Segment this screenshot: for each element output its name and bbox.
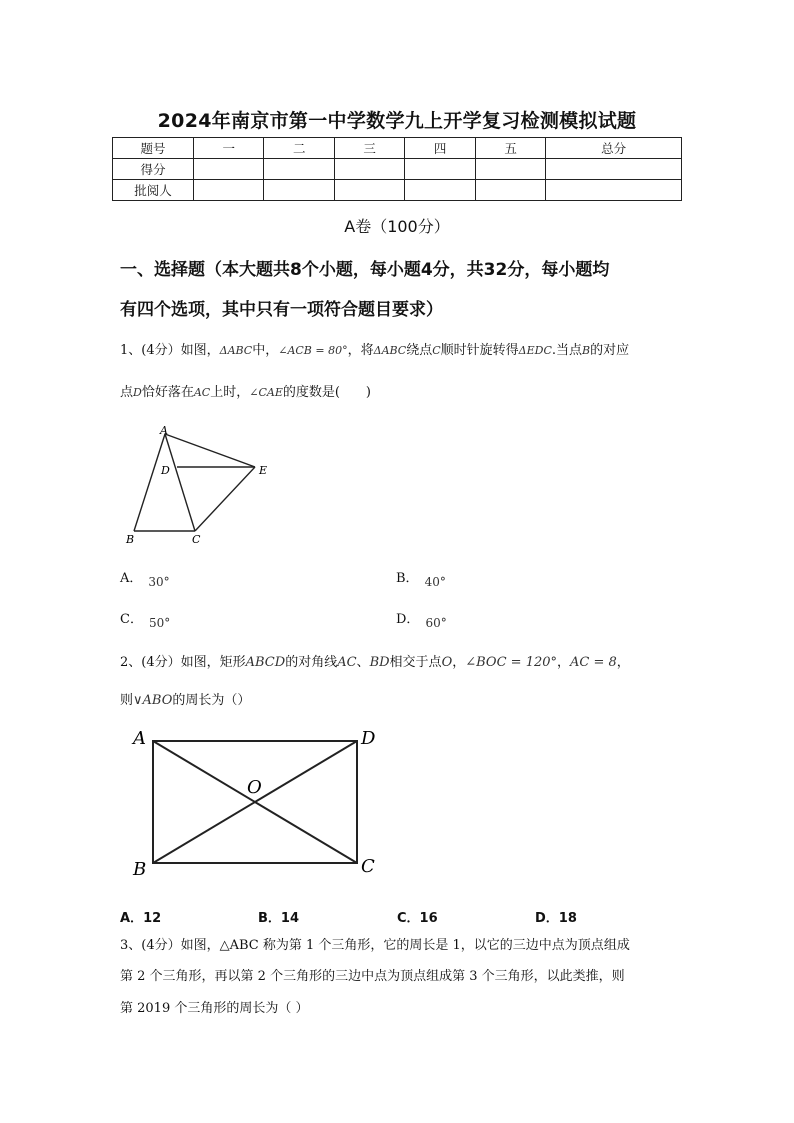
q1-option-d[interactable] xyxy=(396,608,447,630)
q2-math: AC xyxy=(337,655,357,670)
q1-math: B xyxy=(582,344,591,357)
q2-text: 的周长为（） xyxy=(172,693,251,708)
score-table-row-label: 得分 xyxy=(113,159,194,180)
option-value: 50° xyxy=(148,616,171,630)
option-letter: A． xyxy=(120,571,143,586)
q1-text: 1、(4分）如图， xyxy=(120,343,220,358)
q2-label-a: A xyxy=(133,728,146,749)
q1-line-1 xyxy=(120,339,690,358)
q1-math: D xyxy=(133,386,142,399)
option-letter: D． xyxy=(535,911,559,926)
option-value: 16 xyxy=(419,911,438,926)
q1-text: 点 xyxy=(120,385,134,400)
q1-text: 上时， xyxy=(210,385,250,400)
option-letter: C． xyxy=(120,612,143,627)
q2-text: ， xyxy=(557,655,571,670)
q3-line-1: 3、(4分）如图，△ABC 称为第 1 个三角形，它的周长是 1，以它的三边中点为顶点组成 xyxy=(120,938,630,953)
q2-text: 相交于点 xyxy=(389,655,442,670)
score-cell[interactable] xyxy=(546,159,682,180)
q1-label-c: C xyxy=(192,533,201,546)
q1-segment-ac xyxy=(165,434,195,531)
q2-text: 、 xyxy=(356,655,370,670)
volume-heading: A卷（100分） xyxy=(344,217,450,236)
option-value: 18 xyxy=(558,911,577,926)
q3-line-3: 第 2019 个三角形的周长为（ ） xyxy=(120,1001,309,1016)
q1-math: AC xyxy=(193,386,211,399)
q1-label-e: E xyxy=(259,464,268,477)
section-heading-line-1: 一、选择题（本大题共8个小题，每小题4分，共32分，每小题均 xyxy=(120,260,610,280)
q1-math: ΔABC xyxy=(373,344,407,357)
score-cell[interactable] xyxy=(546,180,682,201)
q2-option-d[interactable] xyxy=(535,907,577,926)
q2-option-b[interactable] xyxy=(258,907,299,926)
q1-text: 顺时针旋转得 xyxy=(440,343,519,358)
q1-figure xyxy=(120,420,290,550)
option-letter: C． xyxy=(397,911,420,926)
score-cell[interactable] xyxy=(475,159,545,180)
q1-text: .当点 xyxy=(551,343,583,358)
score-table-header-cell: 题号 xyxy=(113,138,194,159)
page-title: 2024年南京市第一中学数学九上开学复习检测模拟试题 xyxy=(157,110,637,132)
score-table xyxy=(112,137,682,201)
q2-math: ∠BOC = 120° xyxy=(465,655,558,670)
q1-segment-ba xyxy=(134,434,165,531)
q2-text: 2、(4分）如图，矩形 xyxy=(120,655,246,670)
q2-math: O xyxy=(441,655,453,670)
q1-text: 恰好落在 xyxy=(141,385,194,400)
q1-text: ，将 xyxy=(347,343,374,358)
score-cell[interactable] xyxy=(194,180,264,201)
option-value: 60° xyxy=(425,616,447,630)
q1-label-d: D xyxy=(161,464,170,477)
q1-label-a: A xyxy=(160,424,168,437)
q2-label-d: D xyxy=(361,728,376,749)
q1-line-2 xyxy=(120,381,690,400)
q2-line-2 xyxy=(120,689,690,708)
q1-math: ∠ACB = 80° xyxy=(278,344,348,357)
q2-math: AC = 8 xyxy=(570,655,617,670)
q1-option-a[interactable] xyxy=(120,567,170,589)
score-table-header-cell: 总分 xyxy=(546,138,682,159)
score-cell[interactable] xyxy=(334,159,404,180)
q2-text: ， xyxy=(616,655,630,670)
score-cell[interactable] xyxy=(194,159,264,180)
q2-math: ∨ABO xyxy=(133,693,173,708)
score-cell[interactable] xyxy=(334,180,404,201)
score-table-row xyxy=(113,159,682,180)
score-cell[interactable] xyxy=(405,180,475,201)
score-table-header-row xyxy=(113,138,682,159)
q1-segment-ae xyxy=(165,434,255,467)
q2-figure xyxy=(125,722,385,882)
q2-line-1 xyxy=(120,651,690,670)
score-table-header-cell: 五 xyxy=(475,138,545,159)
q1-math: C xyxy=(432,344,441,357)
q1-math: ΔEDC xyxy=(518,344,552,357)
option-value: 12 xyxy=(143,911,162,926)
score-cell[interactable] xyxy=(264,159,334,180)
score-table-header-cell: 三 xyxy=(334,138,404,159)
option-letter: A． xyxy=(120,911,144,926)
score-cell[interactable] xyxy=(475,180,545,201)
q2-math: ABCD xyxy=(245,655,286,670)
score-cell[interactable] xyxy=(405,159,475,180)
q3-line-2: 第 2 个三角形，再以第 2 个三角形的三边中点为顶点组成第 3 个三角形，以此类推，则 xyxy=(120,969,625,984)
q2-label-c: C xyxy=(361,856,375,877)
q2-text: 则 xyxy=(120,693,134,708)
option-letter: D． xyxy=(396,612,420,627)
q1-option-b[interactable] xyxy=(396,567,446,589)
option-value: 30° xyxy=(148,575,170,589)
q1-label-b: B xyxy=(126,533,135,546)
score-cell[interactable] xyxy=(264,180,334,201)
score-table-header-cell: 四 xyxy=(405,138,475,159)
q1-math: ∠CAE xyxy=(249,386,283,399)
q2-math: BD xyxy=(369,655,390,670)
score-table-row-label: 批阅人 xyxy=(113,180,194,201)
score-table-row xyxy=(113,180,682,201)
score-table-header-cell: 二 xyxy=(264,138,334,159)
section-heading-line-2: 有四个选项，其中只有一项符合题目要求） xyxy=(120,300,443,320)
q1-text: 中， xyxy=(252,343,279,358)
option-letter: B． xyxy=(258,911,281,926)
option-value: 14 xyxy=(280,911,300,926)
option-value: 40° xyxy=(424,575,446,589)
q1-math: ΔABC xyxy=(219,344,253,357)
q1-text: 绕点 xyxy=(406,343,433,358)
q1-option-c[interactable] xyxy=(120,608,171,630)
q1-text: 的度数是( ) xyxy=(282,385,372,400)
option-letter: B． xyxy=(396,571,419,586)
q2-option-c[interactable] xyxy=(397,907,438,926)
q1-segment-ec xyxy=(195,467,255,531)
q2-text: ， xyxy=(452,655,466,670)
q1-text: 的对应 xyxy=(590,343,630,358)
q2-label-b: B xyxy=(133,859,147,880)
score-table-header-cell: 一 xyxy=(194,138,264,159)
q2-option-a[interactable] xyxy=(120,907,161,926)
q2-text: 的对角线 xyxy=(285,655,338,670)
q2-label-o: O xyxy=(247,777,262,798)
